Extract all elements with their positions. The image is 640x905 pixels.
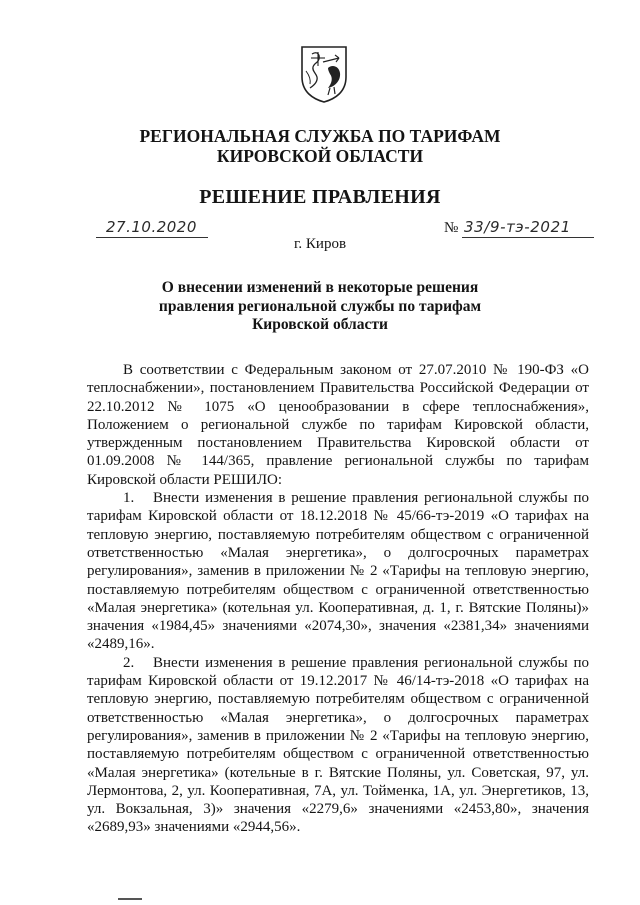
decision-body xyxy=(87,361,589,837)
authority-line-1: РЕГИОНАЛЬНАЯ СЛУЖБА ПО ТАРИФАМ xyxy=(139,126,501,146)
coat-of-arms-emblem xyxy=(299,44,349,104)
item-number: 2. xyxy=(123,654,135,671)
preamble-paragraph xyxy=(87,361,589,489)
subject-line-3: Кировской области xyxy=(252,316,388,333)
item-text: Внести изменения в решение правления региональной службы по тарифам Кировской области от 19.12.2017 № 46/14-тэ-2018 «О тарифах на тепловую энергию, поставляемую потребителям обществом с ограниченной ответственностью «Малая энергетика», о долгосрочных параметрах регулирования», заменив в приложении № 2 «Тарифы на тепловую энергию, поставляемую потребителям обществом с ограниченной ответственностью «Малая энергетика» (котельные в г. Вятские Поляны, ул. Советская, 97, ул. Лермонтова, 2, ул. Кооперативная, 7А, ул. Тойменка, 1А, ул. Энергетиков, 13, ул. Вокзальная, 3)» значения «2279,6» значениями «2453,80», значения «2689,93» значениями «2944,56». xyxy=(87,654,589,836)
item-number: 1. xyxy=(123,490,135,507)
number-sign: № xyxy=(444,220,459,236)
document-type-title: РЕШЕНИЕ ПРАВЛЕНИЯ xyxy=(199,186,441,208)
decision-number-handwritten: 33/9-тэ-2021 xyxy=(464,218,571,236)
subject-line-1: О внесении изменений в некоторые решения xyxy=(161,279,479,296)
item-text: Внести изменения в решение правления региональной службы по тарифам Кировской области от 18.12.2018 № 45/66-тэ-2019 «О тарифах на тепловую энергию, поставляемую потребителям обществом с ограниченной ответственностью «Малая энергетика», о долгосрочных параметрах регулирования», заменив в приложении № 2 «Тарифы на тепловую энергию, поставляемую потребителям обществом с ограниченной ответственностью «Малая энергетика» (котельная ул. Кооперативная, д. 1, г. Вятские Поляны)» значения «1984,45» значениями «2074,30», значения «2381,34» значениями «2489,16». xyxy=(87,490,589,653)
authority-line-2: КИРОВСКОЙ ОБЛАСТИ xyxy=(216,146,424,166)
decision-number-field xyxy=(444,218,594,238)
decision-word: РЕШИЛО: xyxy=(213,471,283,488)
issuing-authority xyxy=(0,126,640,166)
city-of-issue: г. Киров xyxy=(293,236,347,252)
decision-item xyxy=(87,489,589,654)
subject-line-2: правления региональной службы по тарифам xyxy=(158,297,482,315)
page-edge-mark xyxy=(118,898,142,900)
decision-subject xyxy=(150,279,490,335)
decision-item xyxy=(87,654,589,837)
decision-date-handwritten: 27.10.2020 xyxy=(106,218,197,236)
preamble-text: В соответствии с Федеральным законом от 27.07.2010 № 190-ФЗ «О теплоснабжении», постановлением Правительства Российской Федерации от 22.10.2012 № 1075 «О ценообразовании в сфере теплоснабжения», Положением о региональной службе по тарифам Кировской области, утвержденным постановлением Правительства Кировской области от 01.09.2008 № 144/365, правление региональной службы по тарифам Кировской области xyxy=(87,362,589,488)
